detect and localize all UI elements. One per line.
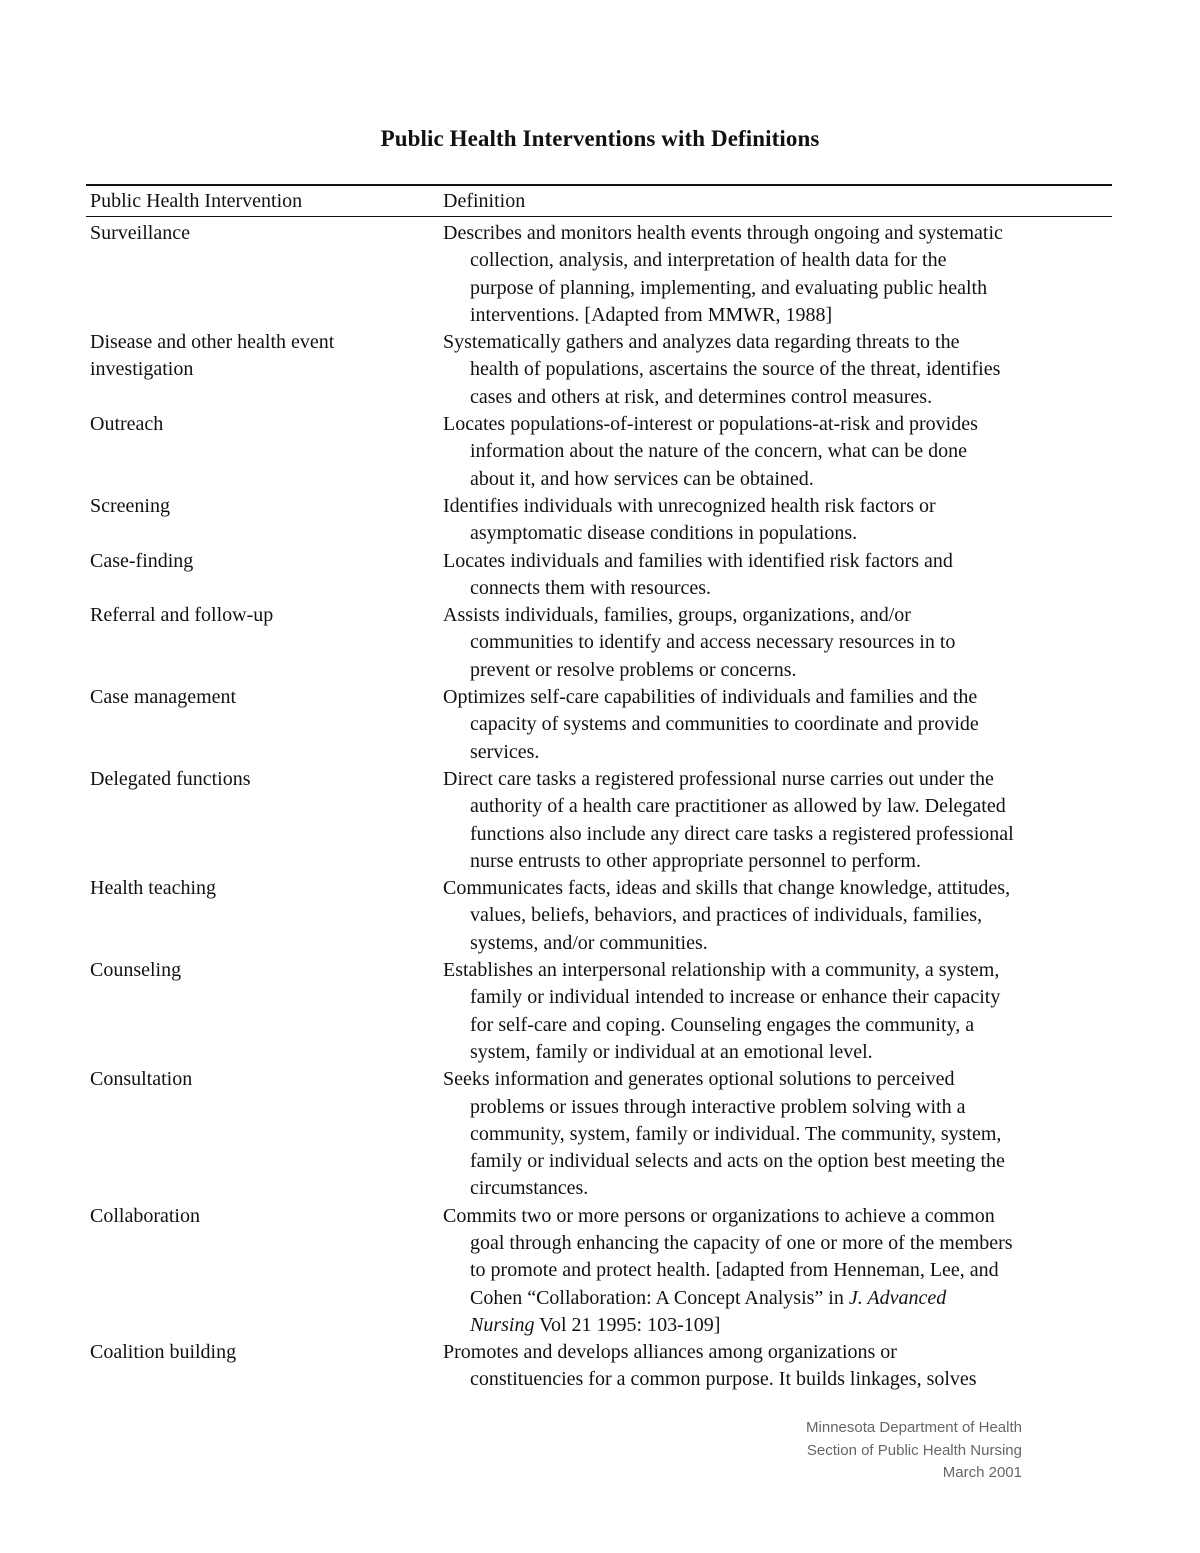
footer	[806, 1417, 1022, 1485]
definition-cell	[443, 602, 1140, 684]
definition-line: for self-care and coping. Counseling engages the community, a	[470, 1013, 975, 1036]
definition-line: values, beliefs, behaviors, and practices of individuals, families,	[470, 904, 983, 927]
definition-line: cases and others at risk, and determines control measures.	[470, 385, 933, 408]
definition-line: capacity of systems and communities to coordinate and provide	[470, 713, 979, 736]
definition-cell	[443, 548, 1140, 603]
intervention-cell: Collaboration	[90, 1204, 200, 1227]
intervention-cell: Screening	[90, 494, 170, 517]
definition-line: Commits two or more persons or organizations to achieve a common	[443, 1204, 995, 1227]
definition-cell	[443, 411, 1140, 493]
definition-cell	[443, 684, 1140, 766]
footer-date: March 2001	[942, 1464, 1022, 1481]
definition-line: connects them with resources.	[470, 576, 712, 599]
definition-line: purpose of planning, implementing, and evaluating public health	[470, 276, 988, 299]
definition-line: constituencies for a common purpose. It builds linkages, solves	[470, 1368, 977, 1391]
column-header-intervention: Public Health Intervention	[90, 190, 303, 212]
definition-line: prevent or resolve problems or concerns.	[470, 658, 797, 681]
definition-line: communities to identify and access necessary resources in to	[470, 631, 956, 654]
footer-organization: Minnesota Department of Health	[806, 1419, 1022, 1436]
definition-line: functions also include any direct care tasks a registered professional	[470, 822, 1014, 845]
table-row	[0, 684, 1200, 766]
citation-text: Vol 21 1995: 103-109]	[534, 1313, 721, 1336]
intervention-cell: Case-finding	[90, 549, 194, 572]
definition-cell	[443, 329, 1140, 411]
citation-journal: J. Advanced	[848, 1286, 947, 1309]
column-header-definition: Definition	[443, 190, 526, 212]
table-row	[0, 411, 1200, 493]
intervention-cell: Surveillance	[90, 222, 190, 244]
definition-line: Locates individuals and families with identified risk factors and	[443, 549, 953, 572]
definition-line: authority of a health care practitioner as allowed by law. Delegated	[470, 795, 1006, 818]
table-row	[0, 1203, 1200, 1339]
intervention-cell: Consultation	[90, 1068, 193, 1091]
definition-line: goal through enhancing the capacity of one or more of the members	[470, 1231, 1013, 1254]
intervention-cell: Outreach	[90, 413, 164, 436]
definition-cell	[443, 875, 1140, 957]
definition-line: to promote and protect health. [adapted from Henneman, Lee, and	[470, 1259, 999, 1282]
table-row	[0, 493, 1200, 548]
definition-cell	[443, 1203, 1140, 1339]
citation-text: Cohen “Collaboration: A Concept Analysis” in	[470, 1286, 849, 1309]
definition-line: nurse entrusts to other appropriate personnel to perform.	[470, 849, 921, 872]
intervention-cell: Counseling	[90, 959, 182, 982]
table-row	[0, 220, 1200, 329]
definition-line: Communicates facts, ideas and skills that change knowledge, attitudes,	[443, 877, 1011, 900]
intervention-cell: Health teaching	[90, 877, 217, 900]
intervention-cell: Delegated functions	[90, 767, 251, 790]
definition-line: interventions. [Adapted from MMWR, 1988]	[470, 303, 833, 326]
intervention-cell: Referral and follow-up	[90, 604, 274, 627]
definition-line: Describes and monitors health events through ongoing and systematic	[443, 222, 1003, 244]
definition-line: community, system, family or individual. The community, system,	[470, 1122, 1002, 1145]
table-row	[0, 875, 1200, 957]
definition-line: Locates populations-of-interest or populations-at-risk and provides	[443, 413, 978, 436]
table-body	[0, 220, 1200, 1394]
definition-line: Identifies individuals with unrecognized health risk factors or	[443, 494, 936, 517]
definition-line: services.	[470, 740, 540, 763]
table-top-rule	[86, 184, 1112, 186]
definition-line: systems, and/or communities.	[470, 931, 708, 954]
definition-line: Assists individuals, families, groups, organizations, and/or	[443, 604, 911, 627]
intervention-cell: Disease and other health event investigation	[90, 331, 335, 381]
table-row	[0, 1066, 1200, 1202]
definition-line: health of populations, ascertains the source of the threat, identifies	[470, 358, 1001, 381]
table-row	[0, 1339, 1200, 1394]
table-row	[0, 329, 1200, 411]
footer-section: Section of Public Health Nursing	[806, 1441, 1022, 1459]
definition-line: Systematically gathers and analyzes data regarding threats to the	[443, 331, 960, 354]
definition-cell	[443, 957, 1140, 1066]
definition-line: collection, analysis, and interpretation of health data for the	[470, 249, 947, 272]
definition-line: Promotes and develops alliances among organizations or	[443, 1341, 897, 1364]
definition-line: circumstances.	[470, 1177, 589, 1200]
table-row	[0, 766, 1200, 875]
definition-line: problems or issues through interactive problem solving with a	[470, 1095, 966, 1118]
intervention-cell: Coalition building	[90, 1341, 237, 1364]
table-row	[0, 548, 1200, 603]
definition-cell	[443, 493, 1140, 548]
definition-cell	[443, 766, 1140, 875]
citation-journal: Nursing	[470, 1313, 535, 1336]
definition-line: Optimizes self-care capabilities of individuals and families and the	[443, 686, 978, 709]
definition-line: system, family or individual at an emotional level.	[470, 1040, 873, 1063]
table-row	[0, 957, 1200, 1066]
definition-line: family or individual selects and acts on the option best meeting the	[470, 1150, 1005, 1173]
definition-cell	[443, 220, 1140, 329]
page-title: Public Health Interventions with Definitions	[380, 126, 820, 151]
table-row	[0, 602, 1200, 684]
definition-line: information about the nature of the concern, what can be done	[470, 440, 968, 463]
definition-line: Direct care tasks a registered professional nurse carries out under the	[443, 767, 994, 790]
definition-line: Seeks information and generates optional solutions to perceived	[443, 1068, 955, 1091]
definition-line: family or individual intended to increase or enhance their capacity	[470, 986, 1001, 1009]
definition-line: about it, and how services can be obtained.	[470, 467, 814, 490]
table-header	[0, 190, 1200, 216]
definition-cell	[443, 1066, 1140, 1202]
definition-line: Establishes an interpersonal relationship with a community, a system,	[443, 959, 1000, 982]
definition-cell	[443, 1339, 1140, 1394]
table-header-rule	[86, 216, 1112, 217]
definition-line: asymptomatic disease conditions in populations.	[470, 522, 858, 545]
intervention-cell: Case management	[90, 686, 237, 709]
